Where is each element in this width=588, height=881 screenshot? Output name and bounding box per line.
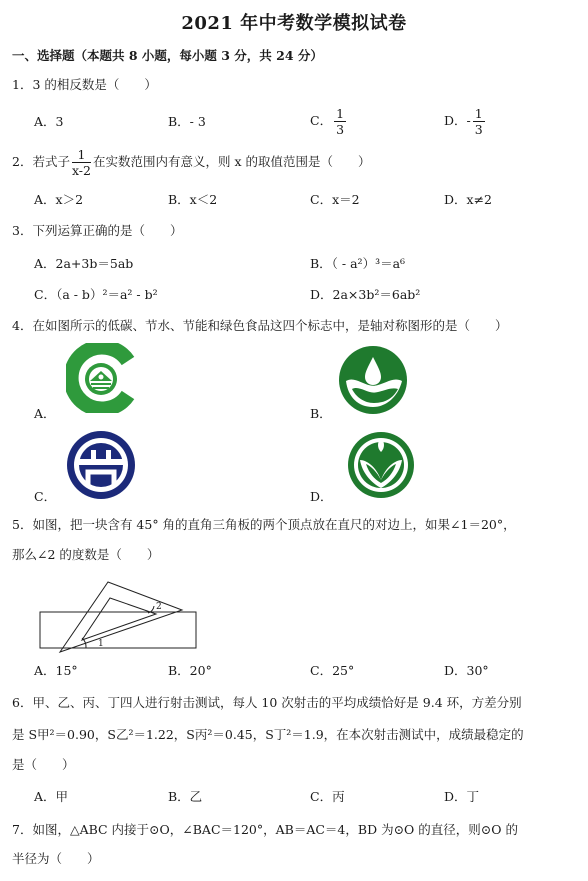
water-saving-logo-icon — [338, 345, 408, 415]
fraction-numerator: 1 — [72, 147, 91, 163]
q3-option-c[interactable]: C．（a - b）²＝a² - b² — [34, 287, 158, 302]
q6-option-a[interactable]: A．甲 — [34, 789, 69, 804]
fraction-denominator: 3 — [336, 122, 345, 137]
q2-option-b[interactable]: B．x＜2 — [168, 192, 218, 207]
angle-1-label: 1 — [98, 639, 104, 649]
q5-option-d[interactable]: D．30° — [444, 663, 489, 678]
question-6-stem-line1: 6．甲、乙、丙、丁四人进行射击测试，每人 10 次射击的平均成绩恰好是 9.4 环，方差分别 — [12, 695, 522, 710]
q5-option-a[interactable]: A．15° — [34, 663, 78, 678]
q4-option-b[interactable]: B． — [310, 406, 332, 421]
q1-option-d[interactable] — [444, 106, 487, 137]
q3-option-a[interactable]: A．2a+3b＝5ab — [34, 256, 134, 271]
question-5-stem-line1: 5．如图，把一块含有 45° 角的直角三角板的两个顶点放在直尺的对边上，如果∠1＝20°， — [12, 517, 516, 532]
q1-option-c-fraction — [334, 106, 346, 137]
q2-stem-pre: 2．若式子 — [12, 154, 70, 169]
section-heading: 一、选择题（本题共 8 小题，每小题 3 分，共 24 分） — [12, 48, 323, 63]
q4-option-a[interactable]: A． — [34, 406, 56, 421]
q1-option-c-prefix: C． — [310, 113, 333, 128]
q6-option-d[interactable]: D．丁 — [444, 789, 480, 804]
q6-option-c[interactable]: C．丙 — [310, 789, 345, 804]
fraction-denominator: x-2 — [71, 163, 91, 178]
q5-option-b[interactable]: B．20° — [168, 663, 212, 678]
question-6-stem-line2: 是 S甲²＝0.90，S乙²＝1.22，S丙²＝0.45，S丁²＝1.9，在本次射击测试中，成绩最稳定的 — [12, 727, 524, 742]
q1-option-b[interactable]: B．- 3 — [168, 114, 206, 129]
q2-option-c[interactable]: C．x＝2 — [310, 192, 360, 207]
q1-option-c[interactable] — [310, 106, 348, 137]
q2-option-d[interactable]: D．x≠2 — [444, 192, 492, 207]
page-title: 2021 年中考数学模拟试卷 — [181, 13, 407, 34]
q3-option-b[interactable]: B．（ - a²）³＝a⁶ — [310, 256, 406, 271]
question-1-stem: 1．3 的相反数是（ ） — [12, 77, 157, 92]
fraction-numerator: 1 — [336, 106, 345, 121]
q2-option-a[interactable]: A．x＞2 — [34, 192, 84, 207]
fraction-denominator: 3 — [474, 122, 483, 137]
q4-option-d[interactable]: D． — [310, 489, 333, 504]
question-5-stem-line2: 那么∠2 的度数是（ ） — [12, 547, 160, 562]
low-carbon-logo-icon — [66, 343, 136, 413]
q1-option-d-prefix: D．- — [444, 113, 471, 128]
question-7-stem-line2: 半径为（ ） — [12, 851, 100, 866]
question-3-stem: 3．下列运算正确的是（ ） — [12, 223, 183, 238]
q1-option-a[interactable]: A．3 — [34, 114, 64, 129]
question-2-stem — [12, 147, 370, 178]
angle-2-label: 2 — [156, 602, 162, 612]
energy-saving-logo-icon — [66, 430, 136, 500]
q4-option-c[interactable]: C． — [34, 489, 57, 504]
q2-stem-post: 在实数范围内有意义，则 x 的取值范围是（ ） — [92, 154, 371, 169]
question-4-stem: 4．在如图所示的低碳、节水、节能和绿色食品这四个标志中，是轴对称图形的是（ ） — [12, 318, 508, 333]
q5-option-c[interactable]: C．25° — [310, 663, 355, 678]
q2-stem-fraction — [72, 147, 91, 178]
fraction-numerator: 1 — [474, 106, 483, 121]
question-7-stem-line1: 7．如图，△ABC 内接于⊙O，∠BAC＝120°，AB＝AC＝4，BD 为⊙O 的直径，则⊙O 的 — [12, 822, 518, 837]
q6-option-b[interactable]: B．乙 — [168, 789, 203, 804]
question-6-stem-line3: 是（ ） — [12, 757, 75, 772]
q3-option-d[interactable]: D．2a×3b²＝6ab² — [310, 287, 421, 302]
green-food-logo-icon — [346, 430, 416, 500]
ruler-triangle-figure — [36, 578, 200, 656]
q1-option-d-fraction — [473, 106, 485, 137]
